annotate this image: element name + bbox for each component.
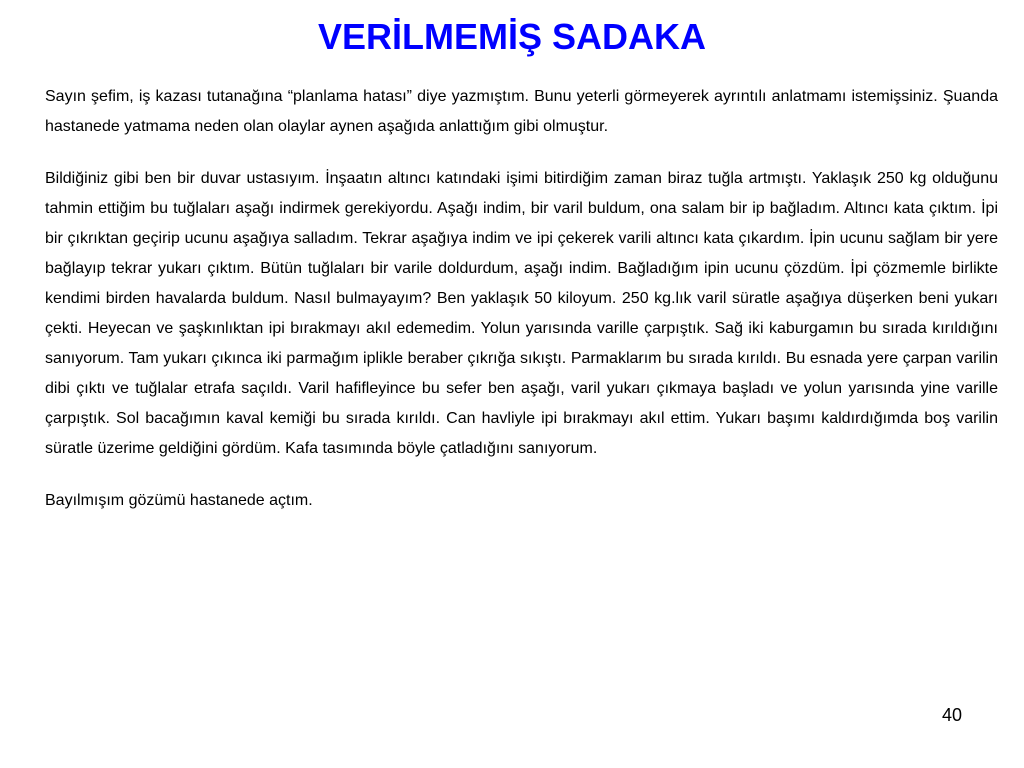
paragraph-intro: Sayın şefim, iş kazası tutanağına “planlama hatası” diye yazmıştım. Bunu yeterli görmeyerek ayrıntılı anlatmamı istemişsiniz. Şuanda hastanede yatmama neden olan olaylar aynen aşağıda anlattığım gibi olmuştur. xyxy=(45,88,998,135)
slide-title: VERİLMEMİŞ SADAKA xyxy=(317,16,707,57)
paragraph-story: Bildiğiniz gibi ben bir duvar ustasıyım. İnşaatın altıncı katındaki işimi bitirdiğim zaman biraz tuğla artmıştı. Yaklaşık 250 kg olduğunu tahmin ettiğim bu tuğlaları aşağı indirmek gerekiyordu. Aşağı indim, bir varil buldum, ona salam bir ip bağladım. Altıncı kata çıktım. İpi bir çıkrıktan geçirip ucunu aşağıya salladım. Tekrar aşağıya indim ve ipi çekerek varili altıncı kata çıkardım. İpin ucunu sağlam bir yere bağlayıp tekrar yukarı çıktım. Bütün tuğlaları bir varile doldurdum, aşağı indim. Bağladığım ipin ucunu çözdüm. İpi çözmemle birlikte kendimi birden havalarda buldum. Nasıl bulmayayım? Ben yaklaşık 50 kiloyum. 250 kg.lık varil süratle aşağıya düşerken beni yukarı çekti. Heyecan ve şaşkınlıktan ipi bırakmayı akıl edemedim. Yolun yarısında varille çarpıştık. Sağ iki kaburgamın bu sırada kırıldığını sanıyorum. Tam yukarı çıkınca iki parmağım iplikle beraber çıkrığa sıkıştı. Parmaklarım bu sırada kırıldı. Bu esnada yere çarpan varilin dibi çıktı ve tuğlalar etrafa saçıldı. Varil hafifleyince bu sefer ben aşağı, varil yukarı çıkmaya başladı ve yolun yarısında yine varille çarpıştık. Sol bacağımın kaval kemiği bu sırada kırıldı. Can havliyle ipi bırakmayı akıl ettim. Yukarı başımı kaldırdığımda boş varilin süratle üzerime geldiğini gördüm. Kafa tasımında böyle çatladığını sanıyorum. xyxy=(45,170,998,457)
page-number: 40 xyxy=(941,705,962,725)
paragraph-ending: Bayılmışım gözümü hastanede açtım. xyxy=(45,492,313,509)
slide-body xyxy=(45,82,998,516)
